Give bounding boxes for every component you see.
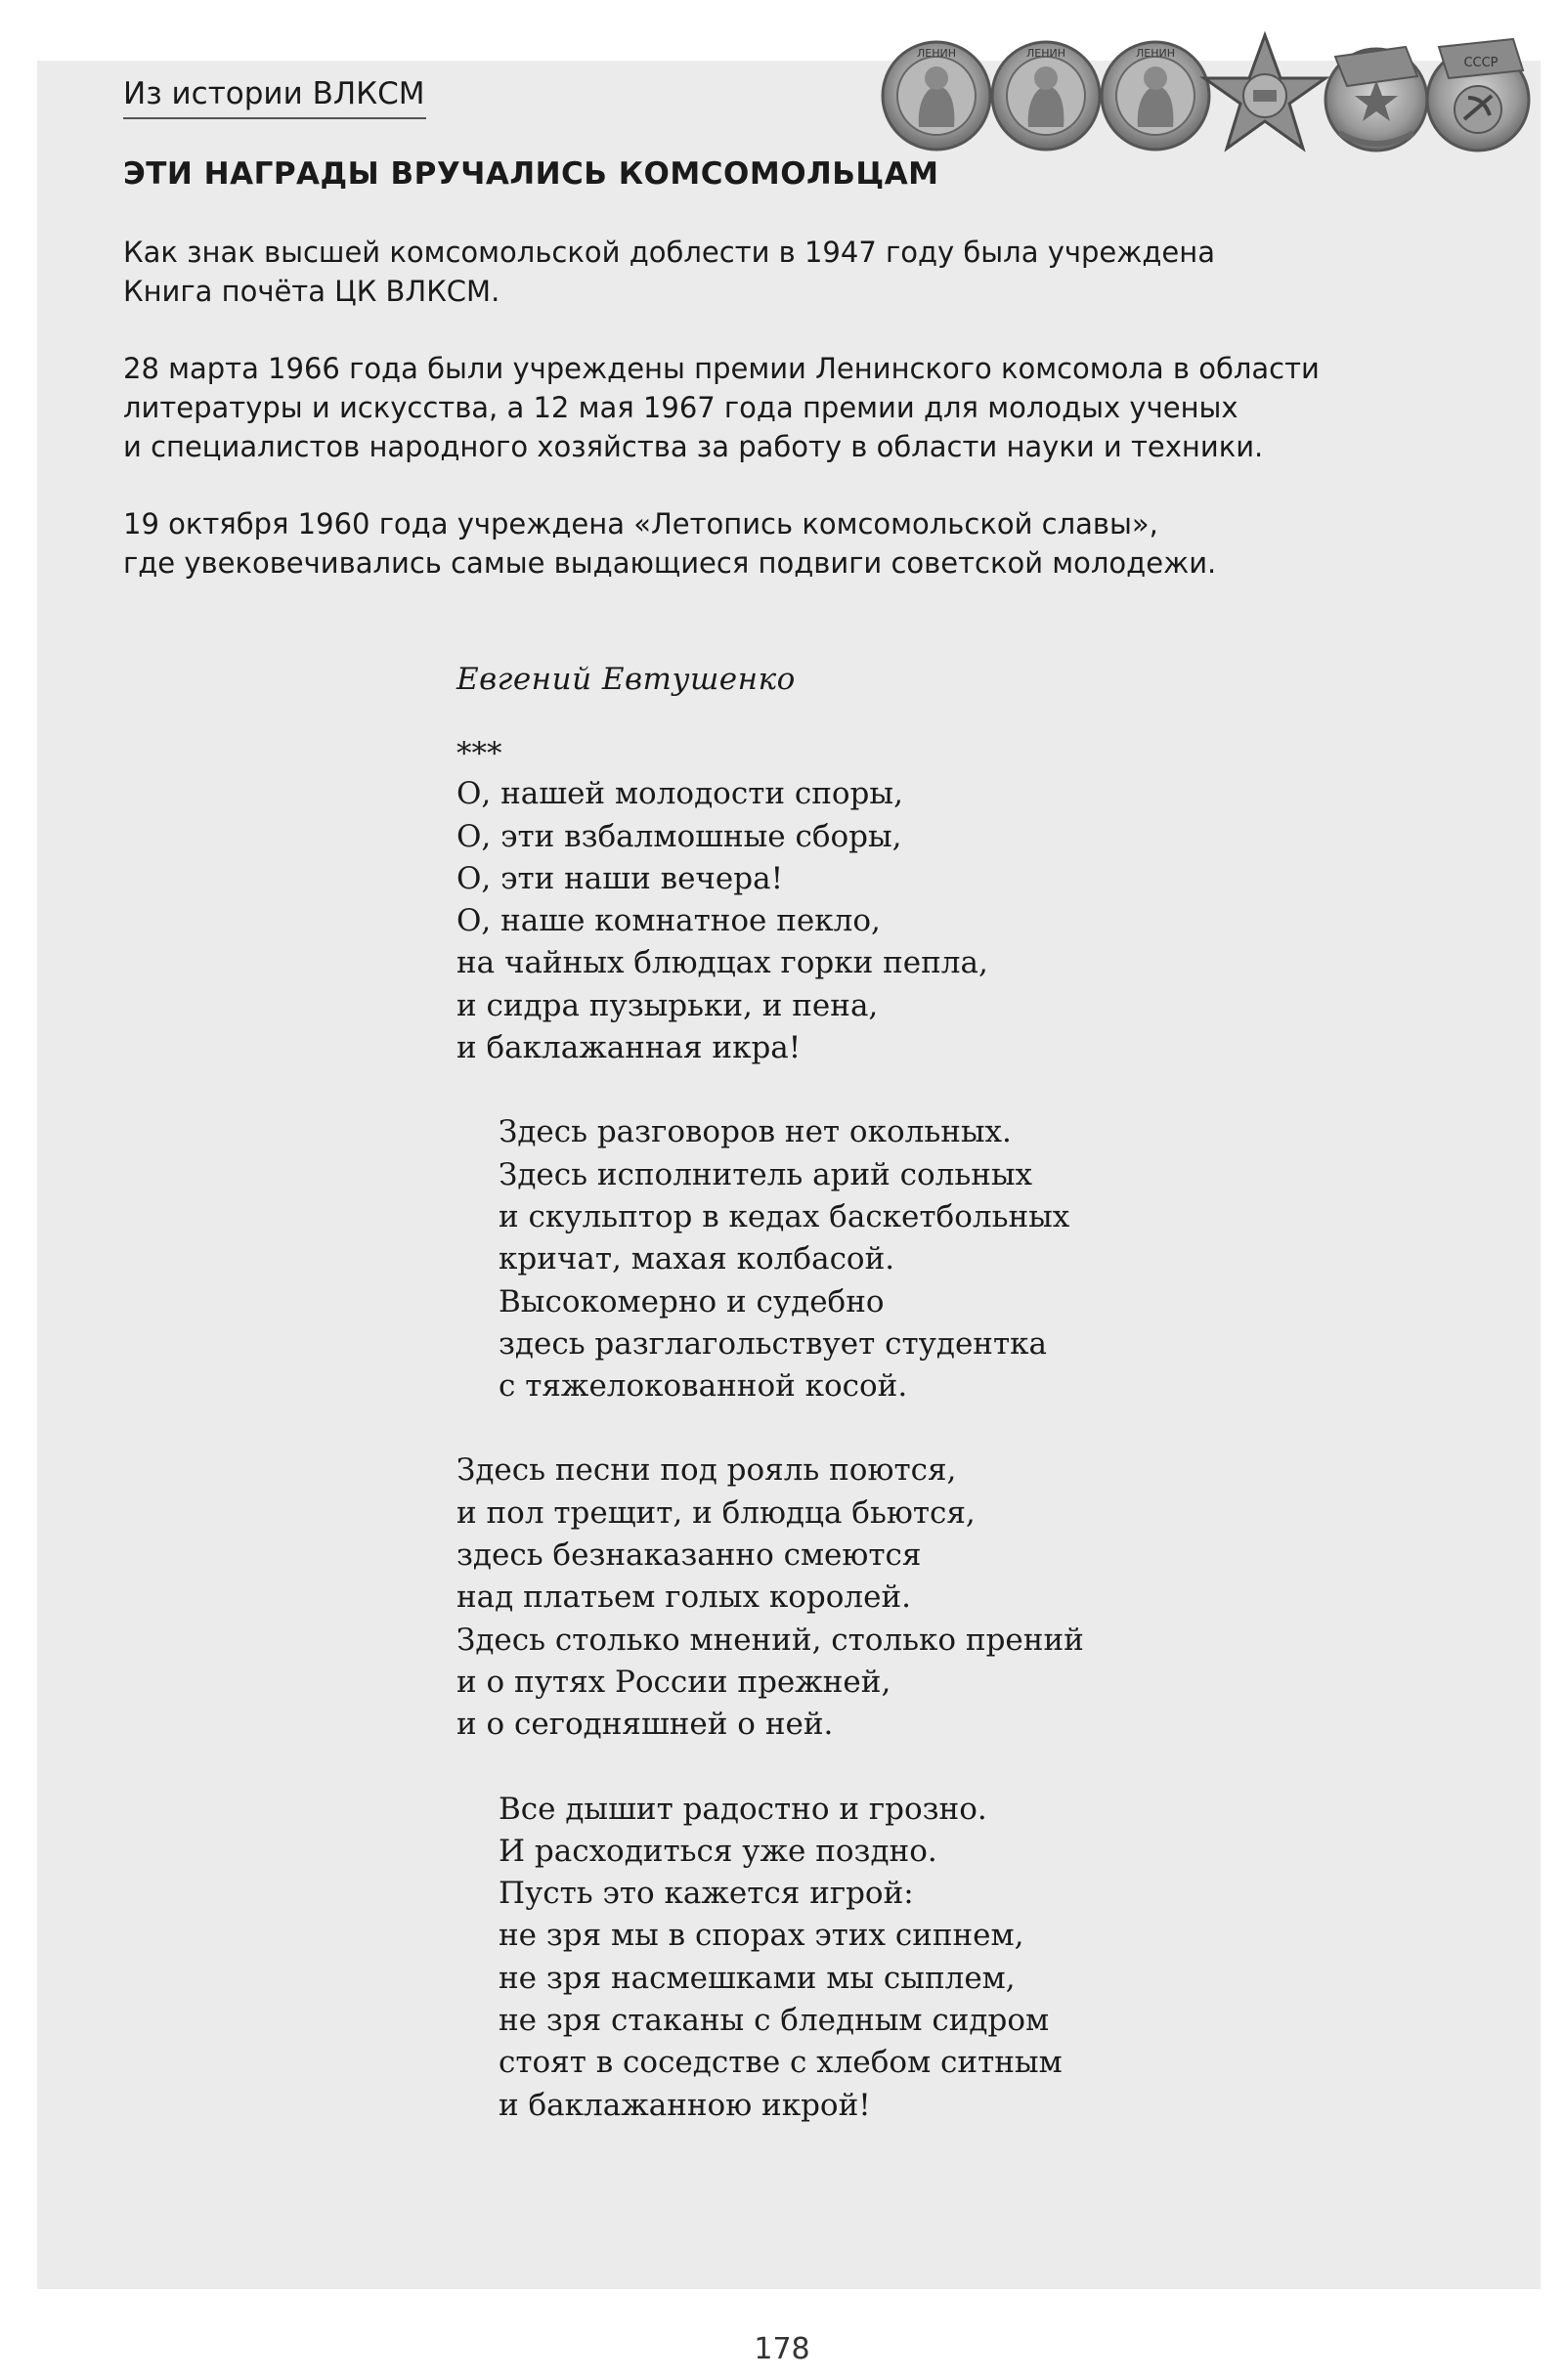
poem-line: Пусть это кажется игрой: <box>499 1876 914 1912</box>
section-label-underline <box>123 117 426 119</box>
star-order <box>1204 35 1325 149</box>
poem-line: и пол трещит, и блюдца бьются, <box>456 1494 976 1531</box>
paragraph-line: 19 октября 1960 года учреждена «Летопись комсомольской славы», <box>123 507 1158 541</box>
poem-line: и о сегодняшней о ней. <box>456 1707 834 1743</box>
poem-separator: *** <box>456 736 502 772</box>
poem-line: здесь безнаказанно смеются <box>456 1537 922 1574</box>
paragraph-line: где увековечивались самые выдающиеся подвиги советской молодежи. <box>123 546 1217 580</box>
poem-line: кричат, махая колбасой. <box>499 1241 895 1277</box>
poem-line: над платьем голых королей. <box>456 1579 911 1616</box>
poem-line: и скульптор в кедах баскетбольных <box>499 1198 1070 1234</box>
headline: ЭТИ НАГРАДЫ ВРУЧАЛИСЬ КОМСОМОЛЬЦАМ <box>123 156 939 192</box>
poem-line: на чайных блюдцах горки пепла, <box>456 945 988 981</box>
poem-line: О, нашей молодости споры, <box>456 776 903 812</box>
poem-line: и о путях России прежней, <box>456 1664 891 1700</box>
poem-line: Здесь столько мнений, столько прений <box>456 1622 1084 1658</box>
poem-line: с тяжелокованной косой. <box>499 1368 908 1405</box>
paragraph-chronicle-of-glory <box>123 504 1216 583</box>
lenin-medal-1 <box>883 42 990 150</box>
poem-line: Высокомерно и судебно <box>499 1283 885 1320</box>
poem-line: не зря насмешками мы сыплем, <box>499 1960 1016 1996</box>
poem-line: И расходиться уже поздно. <box>499 1833 937 1869</box>
paragraph-book-of-honor <box>123 233 1215 311</box>
poem-line: не зря стаканы с бледным сидром <box>499 2003 1050 2039</box>
poem-line: Все дышит радостно и грозно. <box>499 1791 987 1827</box>
poem-line: Здесь песни под рояль поются, <box>456 1452 957 1489</box>
banner-order-1 <box>1325 47 1427 151</box>
paragraph-komsomol-prizes <box>123 349 1320 466</box>
poem-line: и баклажанною икрой! <box>499 2087 871 2123</box>
section-label: Из истории ВЛКСМ <box>123 76 425 111</box>
poem-line: О, эти наши вечера! <box>456 860 784 896</box>
poem-line: Здесь исполнитель арий сольных <box>499 1156 1033 1192</box>
poem-stanza <box>456 1111 1084 1407</box>
poem <box>456 659 1084 2169</box>
poem-stanza <box>456 1789 1084 2127</box>
poem-stanza <box>456 1450 1084 1746</box>
paragraph-line: Как знак высшей комсомольской доблести в 1947 году была учреждена <box>123 236 1215 269</box>
poem-line: О, эти взбалмошные сборы, <box>456 818 902 854</box>
poem-line: и баклажанная икра! <box>456 1030 802 1066</box>
poem-line: Здесь разговоров нет окольных. <box>499 1114 1012 1150</box>
page-number: 178 <box>754 2332 810 2366</box>
poem-stanzas <box>456 773 1084 2127</box>
medal-3-label: ЛЕНИН <box>1136 47 1175 60</box>
lenin-medal-3 <box>1102 42 1209 150</box>
medals-illustration <box>878 18 1533 164</box>
poem-stanza <box>456 773 1084 1069</box>
poem-line: и сидра пузырьки, и пена, <box>456 987 879 1023</box>
medal-6-label: СССР <box>1463 56 1499 70</box>
paragraph-line: Книга почёта ЦК ВЛКСМ. <box>123 275 500 308</box>
paragraph-line: и специалистов народного хозяйства за работу в области науки и техники. <box>123 430 1264 463</box>
medal-1-label: ЛЕНИН <box>917 47 956 60</box>
poem-line: стоят в соседстве с хлебом ситным <box>499 2045 1063 2081</box>
medal-2-label: ЛЕНИН <box>1026 47 1065 60</box>
poem-line: О, наше комнатное пекло, <box>456 903 881 939</box>
poem-line: здесь разглагольствует студентка <box>499 1325 1047 1362</box>
paragraph-line: литературы и искусства, а 12 мая 1967 года премии для молодых ученых <box>123 391 1238 424</box>
paragraph-line: 28 марта 1966 года были учреждены премии Ленинского комсомола в области <box>123 352 1320 385</box>
lenin-medal-2 <box>992 42 1100 150</box>
poem-line: не зря мы в спорах этих сипнем, <box>499 1918 1024 1954</box>
banner-order-2 <box>1427 39 1529 151</box>
poem-author: Евгений Евтушенко <box>456 662 796 697</box>
